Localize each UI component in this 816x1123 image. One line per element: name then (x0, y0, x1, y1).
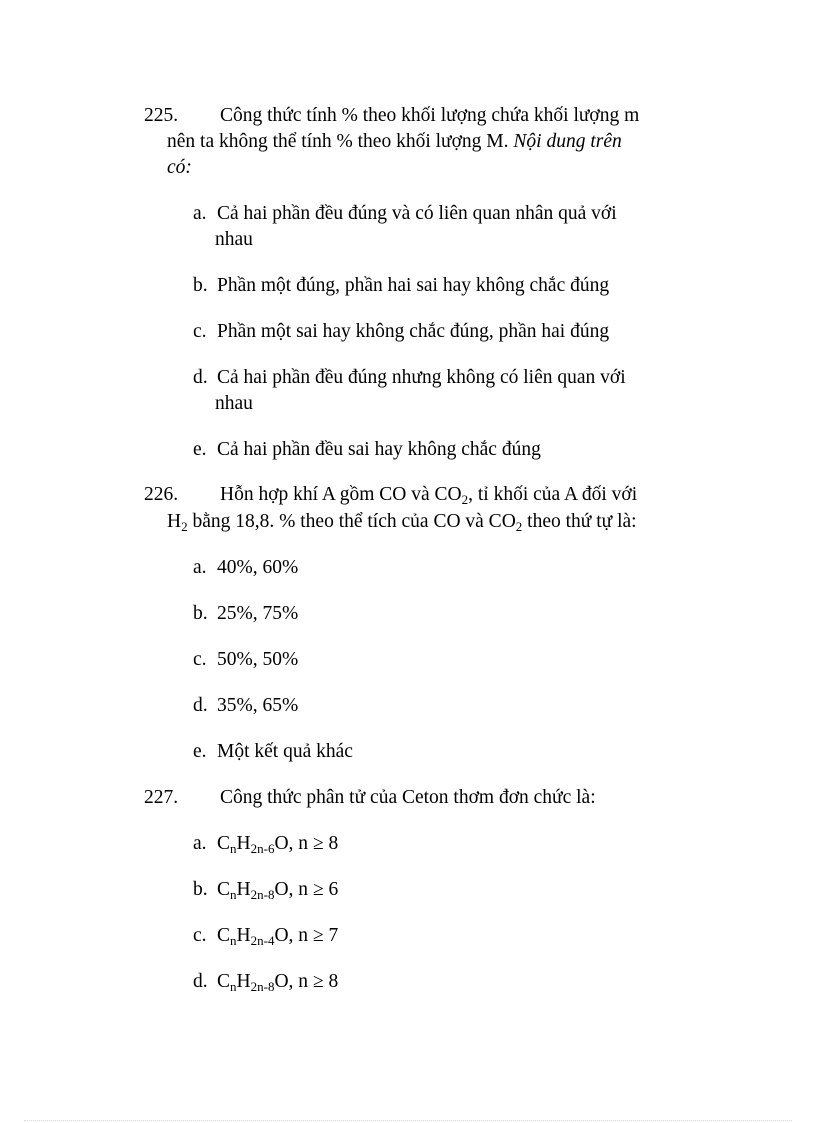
question-text: theo thứ tự là: (522, 511, 637, 532)
option-text: 40%, 60% (217, 557, 299, 578)
question-text: nên ta không thể tính % theo khối lượng M. (167, 131, 514, 152)
option-226-c (193, 647, 693, 673)
question-text: Hỗn hợp khí A gồm CO và CO (220, 484, 462, 505)
option-226-e (193, 739, 693, 765)
formula-h: H (236, 879, 251, 900)
option-label: a. (193, 203, 207, 224)
formula-h: H (236, 971, 251, 992)
subscript: n (230, 933, 237, 948)
question-text: Công thức phân tử của Ceton thơm đơn chức là: (220, 787, 596, 808)
option-text: 35%, 65% (217, 695, 299, 716)
subscript: 2 (461, 492, 469, 507)
question-227-line1 (144, 785, 704, 811)
option-label: d. (193, 695, 208, 716)
option-text-cont: nhau (215, 229, 253, 250)
subscript: 2n-4 (250, 933, 275, 948)
subscript: n (230, 979, 237, 994)
option-227-b (193, 877, 693, 903)
option-226-a (193, 555, 693, 581)
formula-c: C (217, 879, 231, 900)
question-226-line1 (144, 482, 704, 508)
option-225-c (193, 319, 693, 345)
option-label: c. (193, 649, 207, 670)
option-227-a (193, 831, 693, 857)
option-225-b (193, 273, 693, 299)
question-226-line2 (167, 509, 727, 535)
question-225-line3 (167, 155, 727, 181)
option-text: Phần một đúng, phần hai sai hay không chắc đúng (217, 275, 610, 296)
page-bottom-divider (24, 1120, 792, 1121)
option-text: Phần một sai hay không chắc đúng, phần hai đúng (217, 321, 610, 342)
option-text: Một kết quả khác (217, 741, 353, 762)
subscript: 2n-8 (250, 887, 275, 902)
option-text: 50%, 50% (217, 649, 299, 670)
option-225-e (193, 437, 693, 463)
question-text: Công thức tính % theo khối lượng chứa khối lượng m (220, 105, 640, 126)
formula-h: H (236, 925, 251, 946)
option-label: d. (193, 367, 208, 388)
option-label: b. (193, 879, 208, 900)
formula-tail: O, n ≥ 8 (274, 971, 339, 992)
subscript: n (230, 841, 237, 856)
question-text: bằng 18,8. % theo thể tích của CO và CO (187, 511, 516, 532)
option-label: c. (193, 321, 207, 342)
question-225-line1 (144, 103, 704, 129)
option-225-d (193, 365, 693, 417)
formula-tail: O, n ≥ 7 (274, 925, 339, 946)
question-text-italic: Nội dung trên (513, 131, 622, 152)
formula-h: H (236, 833, 251, 854)
option-226-d (193, 693, 693, 719)
option-227-c (193, 923, 693, 949)
question-text: H (167, 511, 182, 532)
formula-tail: O, n ≥ 6 (274, 879, 339, 900)
question-number: 225. (144, 105, 179, 126)
formula-tail: O, n ≥ 8 (274, 833, 339, 854)
option-text: 25%, 75% (217, 603, 299, 624)
option-label: c. (193, 925, 207, 946)
option-text: Cả hai phần đều đúng nhưng không có liên quan với (217, 367, 626, 388)
subscript: 2n-6 (250, 841, 275, 856)
question-number: 227. (144, 787, 179, 808)
option-label: e. (193, 439, 207, 460)
question-text-italic: có: (167, 157, 192, 178)
option-225-a (193, 201, 693, 253)
subscript: 2n-8 (250, 979, 275, 994)
option-227-d (193, 969, 693, 995)
formula-c: C (217, 925, 231, 946)
option-226-b (193, 601, 693, 627)
option-text-cont: nhau (215, 393, 253, 414)
subscript: 2 (181, 519, 188, 534)
option-label: d. (193, 971, 208, 992)
subscript: n (230, 887, 237, 902)
option-label: a. (193, 833, 207, 854)
option-label: b. (193, 603, 208, 624)
subscript: 2 (515, 519, 523, 534)
question-text: , tỉ khối của A đối với (468, 484, 638, 505)
formula-c: C (217, 971, 231, 992)
question-225-line2 (167, 129, 727, 155)
option-text: Cả hai phần đều đúng và có liên quan nhân quả với (217, 203, 617, 224)
formula-c: C (217, 833, 231, 854)
question-number: 226. (144, 484, 179, 505)
option-text: Cả hai phần đều sai hay không chắc đúng (217, 439, 541, 460)
option-label: e. (193, 741, 207, 762)
option-label: a. (193, 557, 207, 578)
option-label: b. (193, 275, 208, 296)
